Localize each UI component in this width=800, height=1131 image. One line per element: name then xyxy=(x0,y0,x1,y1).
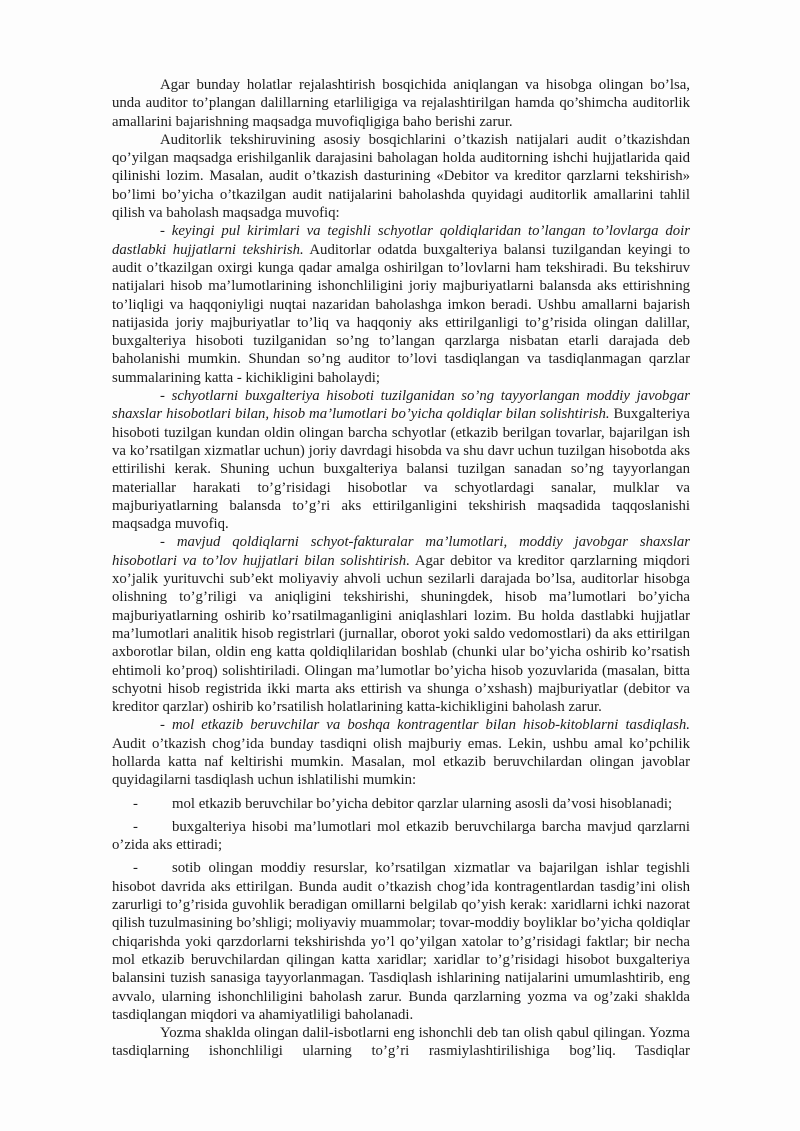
body-text: Auditorlik tekshiruvining asosiy bosqichlarini o’tkazish natijalari audit o’tkazishdan qo’yilgan maqsadga erishilganlik darajasini baholagan holda auditorning ishchi hujjatlarida qaid qilinishi lozim. Masalan, audit o’tkazish dasturining «Debitor va kreditor qarzlarni tekshirish» bo’limi bo’yicha o’tkazilgan audit natijalarini baholashda quyidagi auditorlik amallarini tahlil qilish va baholash maqsadga muvofiq: xyxy=(112,131,690,222)
italic-lead-text: - schyotlarni buxgalteriya hisoboti tuzilganidan so’ng tayyorlangan moddiy javobgar shaxslar hisobotlari bilan, hisob ma’lumotlari bo’yicha qoldiqlar bilan solishtirish. xyxy=(112,388,690,423)
paragraph-7 xyxy=(112,795,690,813)
bullet-dash: - xyxy=(133,818,138,835)
body-text: Agar bunday holatlar rejalashtirish bosqichida aniqlangan va hisobga olingan bo’lsa, unda auditor to’plangan dalillarning etarliligiga va rejalashtirilgan hamda qo’shimcha auditorlik amallarini bajarishning maqsadga muvofiqligiga baho berishi zarur. xyxy=(112,77,690,130)
italic-lead-text: - keyingi pul kirimlari va tegishli schyotlar qoldiqlaridan to’langan to’lovlarga doir dastlabki hujjatlarni tekshirish. xyxy=(112,223,690,258)
body-text: Auditorlar odatda buxgalteriya balansi tuzilgandan keyingi to audit o’tkazilgan oxirgi kunga qadar amalga oshirilgan to’lovlarni ham tekshiradi. Bu tekshiruv natijalari hisob ma’lumotlarining ishonchliligini joriy majburiyatlarni balansda aks ettirishning to’liqligi va haqqoniyligi nuqtai nazaridan baholashga imkon beradi. Ushbu amallarni bajarish natijasida joriy majburiyatlar to’liq va haqqoniy aks ettirilganligi to’g’risida olingan dalillar, buxgalteriya hisoboti tuzilganidan so’ng to’langan qarzlarga nisbatan etarli darajada deb baholanishi mumkin. Shundan so’ng auditor to’lovi tasdiqlangan va tasdiqlanmagan qarzlar summalarining katta - kichikligini baholaydi; xyxy=(112,241,690,386)
body-text: buxgalteriya hisobi ma’lumotlari mol etkazib beruvchilarga barcha mavjud qarzlarni o’zida aks ettiradi; xyxy=(112,818,690,854)
body-text: Audit o’tkazish chog’ida bunday tasdiqni olish majburiy emas. Lekin, ushbu amal ko’pchilik hollarda katta naf keltirishi mumkin. Masalan, mol etkazib beruvchilardan olingan javoblar quyidagilarni tasdiqlash uchun ishlatilishi mumkin: xyxy=(112,735,690,789)
paragraph-1 xyxy=(112,76,690,131)
body-text: Buxgalteriya hisoboti tuzilgan kundan oldin olingan barcha schyotlar (etkazib berilgan tovarlar, bajarilgan ish va ko’rsatilgan xizmatlar uchun) joriy davrdagi hisobda va shu davr uchun tuzilgan hisobotda aks ettirilishi kerak. Shuning uchun buxgalteriya balansi tuzilgan sanadan so’ng tayyorlangan materiallar harakati to’g’risidagi hisobotlar va schyotlardagi sanalar, mulklar va majburiyatlarning balansda to’g’ri aks ettirilganligini tekshirish maqsadida taqqoslanishi maqsadga muvofiq. xyxy=(112,406,690,533)
italic-lead-text: - mol etkazib beruvchilar va boshqa kontragentlar bilan hisob-kitoblarni tasdiqlash. xyxy=(160,717,690,734)
paragraph-4 xyxy=(112,387,690,533)
bullet-dash: - xyxy=(133,860,138,877)
body-text: Agar debitor va kreditor qarzlarning miqdori xo’jalik yurituvchi sub’ekt moliyaviy ahvoli uchun sezilarli darajada bo’lsa, auditorlar hisobga olishning to’g’riligi va aniqligini tekshirishi, shuningdek, hisob ma’lumotlari bo’yicha majburiyatlarning oshirib ko’rsatilmaganligini aniqlashlari lozim. Bu holda dastlabki hujjatlar ma’lumotlari analitik hisob registrlari (jurnallar, oborot yoki saldo vedomostlari) da aks ettirilgan axborotlar bilan, oldin eng katta qoldiqlilaridan boshlab (chunki ular bo’yicha oshirib ko’rsatish ehtimoli ko’proq) solishtiriladi. Olingan ma’lumotlar bo’yicha hisob yozuvlarida (masalan, bitta schyotni hisob registrida ikki marta aks ettirish va shunga o’xshash) majburiyatlar (debitor va kreditor qarzlar) oshirib ko’rsatilish holatlarining katta-kichikligini baholash zarur. xyxy=(112,552,690,716)
italic-lead-text: - mavjud qoldiqlarni schyot-fakturalar ma’lumotlari, moddiy javobgar shaxslar hisobotlari va to’lov hujjatlari bilan solishtirish. xyxy=(112,534,690,569)
paragraph-8 xyxy=(112,818,690,855)
body-text: mol etkazib beruvchilar bo’yicha debitor qarzlar ularning asosli da’vosi hisoblanadi; xyxy=(172,795,673,812)
body-text: Yozma shaklda olingan dalil-isbotlarni eng ishonchli deb tan olish qabul qilingan. Yozma tasdiqlarning ishonchliligi ularning to’g’ri rasmiylashtirilishiga bog’liq. Tasdiqlar xyxy=(112,1025,690,1060)
paragraph-3 xyxy=(112,222,690,387)
paragraph-6 xyxy=(112,716,690,789)
bullet-dash: - xyxy=(133,795,138,812)
paragraph-10 xyxy=(112,1024,690,1061)
paragraph-2 xyxy=(112,131,690,222)
body-text: sotib olingan moddiy resurslar, ko’rsatilgan xizmatlar va bajarilgan ishlar tegishli hisobot davrida aks ettirilgan. Bunda audit o’tkazish chog’ida kontragentlardan tasdig’ini olish zarurligi to’g’risida guvohlik beradigan omillarni belgilab qo’yish kerak: xaridlarni ichki nazorat qilish tuzulmasining bo’shligi; moliyaviy muammolar; tovar-moddiy boyliklar bo’yicha qoldiqlar chiqarishda yoki qarzdorlarni tekshirishda yo’l qo’yilgan xatolar to’g’risidagi faktlar; bir necha mol etkazib beruvchilardan qilingan katta xaridlar; xaridlar to’g’risidagi hisobot buxgalteriya balansini tuzish sanasiga tayyorlanmagan. Tasdiqlash ishlarining natijalarini umumlashtirib, eng avvalo, ularning ishonchliligini baholash zarur. Bunda qarzlarning yozma va og’zaki shaklda tasdiqlangan miqdori va ahamiyatliligi baholanadi. xyxy=(112,860,690,1023)
paragraph-5 xyxy=(112,533,690,716)
paragraph-9 xyxy=(112,859,690,1024)
